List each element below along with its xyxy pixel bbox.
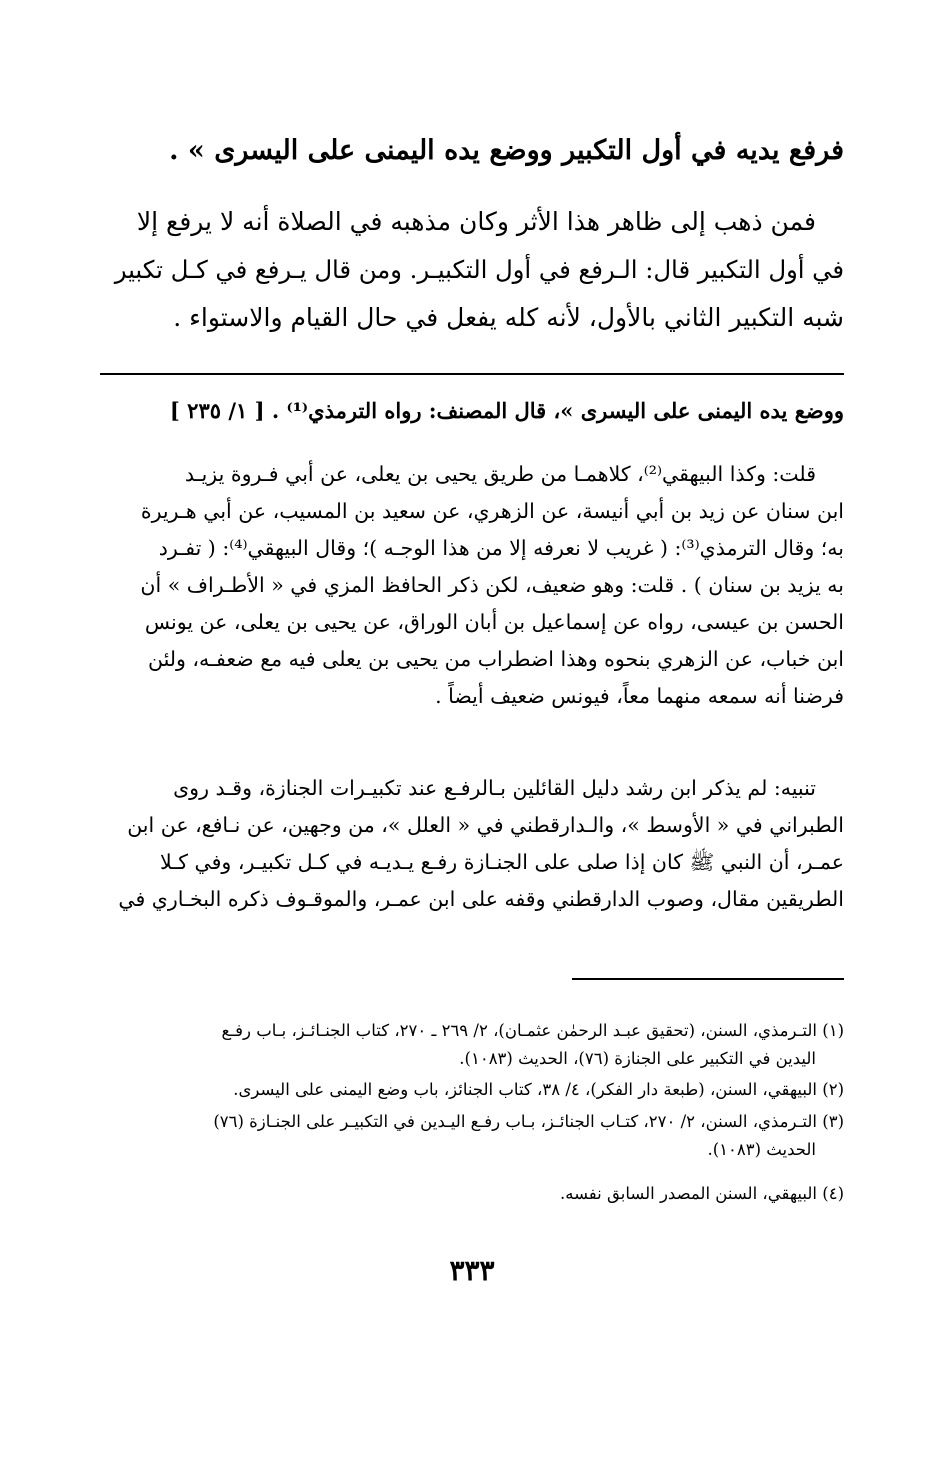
- text-line: ابن خباب، عن الزهري بنحوه وهذا اضطراب من يحيى بن يعلى فيه مع ضعفـه، ولئن: [147, 647, 844, 671]
- commentary-heading: [100, 393, 844, 429]
- footnote-line: اليدين في التكبير على الجنازة (٧٦)، الحديث (١٠٨٣).: [459, 1049, 816, 1068]
- text-line: الطبراني في « الأوسط »، والـدارقطني في « العلل »، من وجهين، عن نـافع، عن ابن: [127, 813, 844, 837]
- main-text-paragraph: [100, 198, 844, 342]
- footnote-line: (٣) التـرمذي، السنن، ٢/ ٢٧٠، كتـاب الجنائـز، بـاب رفـع اليـدين في التكبيـر على الجنـازة (٧٦): [213, 1112, 844, 1131]
- footnote-line: (٤) البيهقي، السنن المصدر السابق نفسه.: [560, 1184, 844, 1203]
- footnote-2: [100, 1076, 844, 1104]
- note-paragraph: [100, 770, 844, 918]
- footnote-line: (١) التـرمذي، السنن، (تحقيق عبـد الرحمٰن عثمـان)، ٢/ ٢٦٩ ـ ٢٧٠، كتاب الجنـائـز، بـاب رفـع: [221, 1021, 844, 1040]
- text-line: تنبيه: لم يذكر ابن رشد دليل القائلين بـالرفـع عند تكبيـرات الجنازة، وقـد روى: [173, 776, 816, 800]
- main-text-title-line: [100, 128, 844, 174]
- text-line: قلت: وكذا البيهقي⁽²⁾، كلاهمـا من طريق يحيى بن يعلى، عن أبي فـروة يزيـد: [184, 462, 816, 486]
- text-line: الطريقين مقال، وصوب الدارقطني وقفه على ابن عمـر، والموقـوف ذكره البخـاري في: [118, 887, 844, 911]
- footnote-line: الحديث (١٠٨٣).: [707, 1140, 816, 1159]
- footnote-separator: [572, 978, 844, 980]
- text-line: به يزيد بن سنان ) . قلت: وهو ضعيف، لكن ذكر الحافظ المزي في « الأطـراف » أن: [140, 573, 844, 597]
- text-line: الحسن بن عيسى، رواه عن إسماعيل بن أبان الوراق، عن يحيى بن يعلى، عن يونس: [144, 610, 844, 634]
- text-line: شبه التكبير الثاني بالأول، لأنه كله يفعل في حال القيام والاستواء .: [173, 303, 844, 332]
- page-number: ٣٣٣: [449, 1254, 495, 1287]
- text-line: فرفع يديه في أول التكبير ووضع يده اليمنى على اليسرى » .: [169, 135, 844, 166]
- footnote-line: (٢) البيهقي، السنن، (طبعة دار الفكر)، ٤/ ٣٨، كتاب الجنائز، باب وضع اليمنى على اليسرى.: [233, 1080, 844, 1099]
- text-line: به؛ وقال الترمذي⁽³⁾: ( غريب لا نعرفه إلا من هذا الوجـه )؛ وقال البيهقي⁽⁴⁾: ( تفـرد: [158, 536, 844, 560]
- text-line: عمـر، أن النبي ﷺ كان إذا صلى على الجنـازة رفـع يـديـه في كـل تكبيـر، وفي كـلا: [160, 850, 844, 874]
- text-line: فمن ذهب إلى ظاهر هذا الأثر وكان مذهبه في الصلاة أنه لا يرفع إلا: [136, 207, 816, 236]
- text-line: في أول التكبير قال: الـرفع في أول التكبيـر. ومن قال يـرفع في كـل تكبير: [114, 255, 844, 284]
- text-line: ووضع يده اليمنى على اليسرى »، قال المصنف: رواه الترمذي⁽¹⁾ . [ ١/ ٢٣٥ ]: [169, 398, 844, 423]
- text-line: فرضنا أنه سمعه منهما معاً، فيونس ضعيف أيضاً .: [435, 684, 844, 708]
- main-divider-rule: [100, 373, 844, 375]
- footnote-4: [100, 1180, 844, 1208]
- commentary-paragraph: [100, 456, 844, 715]
- footnote-3: [100, 1108, 844, 1164]
- footnote-1: [100, 1017, 844, 1073]
- text-line: ابن سنان عن زيد بن أبي أنيسة، عن الزهري، عن سعيد بن المسيب، عن أبي هـريرة: [140, 499, 844, 523]
